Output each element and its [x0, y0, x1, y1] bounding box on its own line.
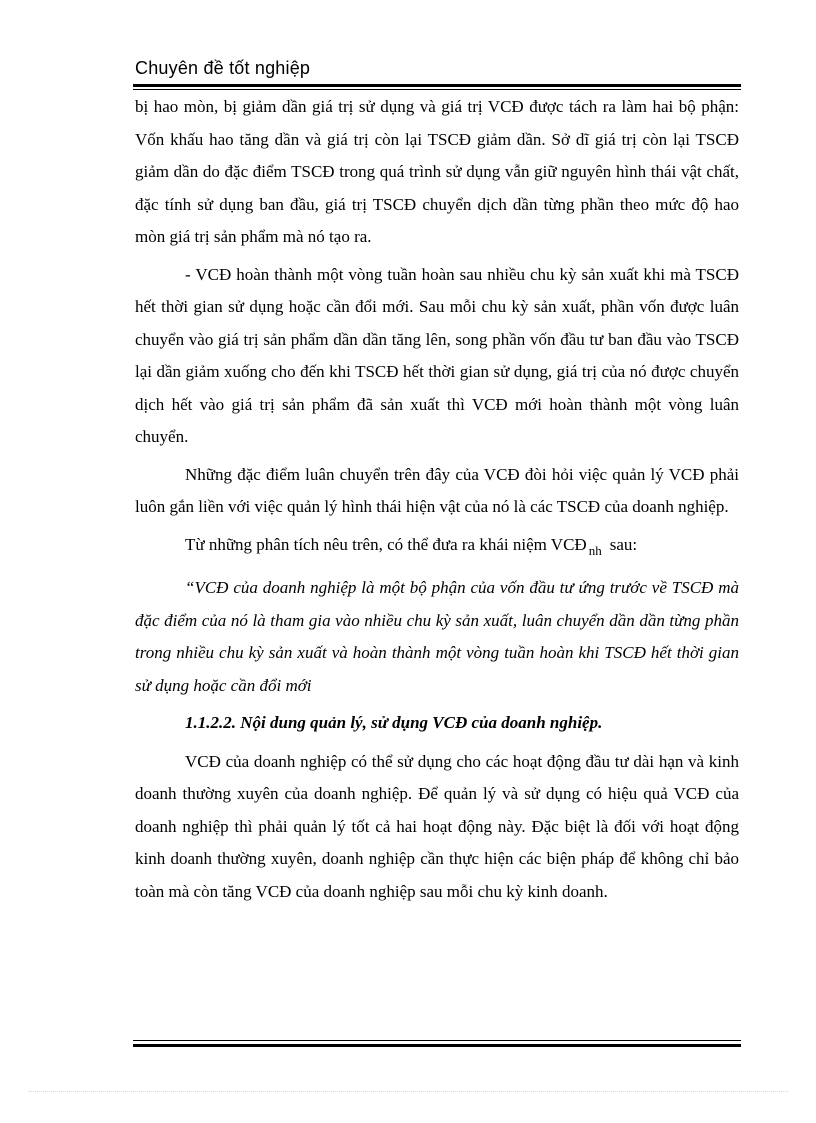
page-header-title: Chuyên đề tốt nghiệp	[135, 58, 311, 78]
footer-rule-thick	[133, 1044, 741, 1047]
paragraph-4-text: Từ những phân tích nêu trên, có thể đưa ra khái niệm VCĐ	[185, 534, 587, 554]
paragraph-6: VCĐ của doanh nghiệp có thể sử dụng cho các hoạt động đầu tư dài hạn và kinh doanh thường xuyên của doanh nghiệp. Để quản lý và sử dụng có hiệu quả VCĐ của doanh nghiệp thì phải quản lý tốt cả hai hoạt động này. Đặc biệt là đối với hoạt động kinh doanh thường xuyên, doanh nghiệp cần thực hiện các biện pháp để không chỉ bảo toàn mà còn tăng VCĐ của doanh nghiệp sau mỗi chu kỳ kinh doanh.	[135, 751, 739, 901]
definition-quote: “VCĐ của doanh nghiệp là một bộ phận của vốn đầu tư ứng trước về TSCĐ mà đặc điểm của nó là tham gia vào nhiều chu kỳ sản xuất, luân chuyển dần dần từng phần trong nhiều chu kỳ sản xuất và hoàn thành một vòng tuần hoàn khi TSCĐ hết thời gian sử dụng hoặc cần đổi mới	[135, 578, 739, 695]
paragraph-2: - VCĐ hoàn thành một vòng tuần hoàn sau nhiều chu kỳ sản xuất khi mà TSCĐ hết thời gian sử dụng hoặc cần đổi mới. Sau mỗi chu kỳ sản xuất, phần vốn được luân chuyển vào giá trị sản phẩm dần dần tăng lên, song phần vốn đầu tư ban đầu vào TSCĐ lại dần giảm xuống cho đến khi TSCĐ hết thời gian sử dụng, giá trị của nó được chuyển dịch hết vào giá trị sản phẩm đã sản xuất thì VCĐ mới hoàn thành một vòng luân chuyển.	[135, 264, 739, 446]
header-rule-thin	[133, 89, 741, 90]
paragraph-4-subscript: nh	[588, 542, 602, 558]
paragraph-1: bị hao mòn, bị giảm dần giá trị sử dụng và giá trị VCĐ được tách ra làm hai bộ phận: Vốn khấu hao tăng dần và giá trị còn lại TSCĐ giảm dần. Sở dĩ giá trị còn lại TSCĐ giảm dần do đặc điểm TSCĐ trong quá trình sử dụng vẫn giữ nguyên hình thái vật chất, đặc tính sử dụng ban đầu, giá trị TSCĐ chuyển dịch dần từng phần theo mức độ hao mòn giá trị sản phẩm mà nó tạo ra.	[135, 97, 739, 246]
paragraph-4	[135, 529, 739, 568]
paragraph-3: Những đặc điểm luân chuyển trên đây của VCĐ đòi hỏi việc quản lý VCĐ phải luôn gắn liền với việc quản lý hình thái hiện vật của nó là các TSCĐ của doanh nghiệp.	[135, 464, 739, 516]
section-heading: 1.1.2.2. Nội dung quản lý, sử dụng VCĐ của doanh nghiệp.	[185, 713, 603, 732]
page-bottom-dotted-border	[28, 1091, 788, 1092]
header-rule-thick	[133, 84, 741, 87]
footer-rule-thin	[133, 1040, 741, 1041]
paragraph-4-tail: sau:	[609, 534, 638, 554]
document-body	[135, 91, 739, 913]
